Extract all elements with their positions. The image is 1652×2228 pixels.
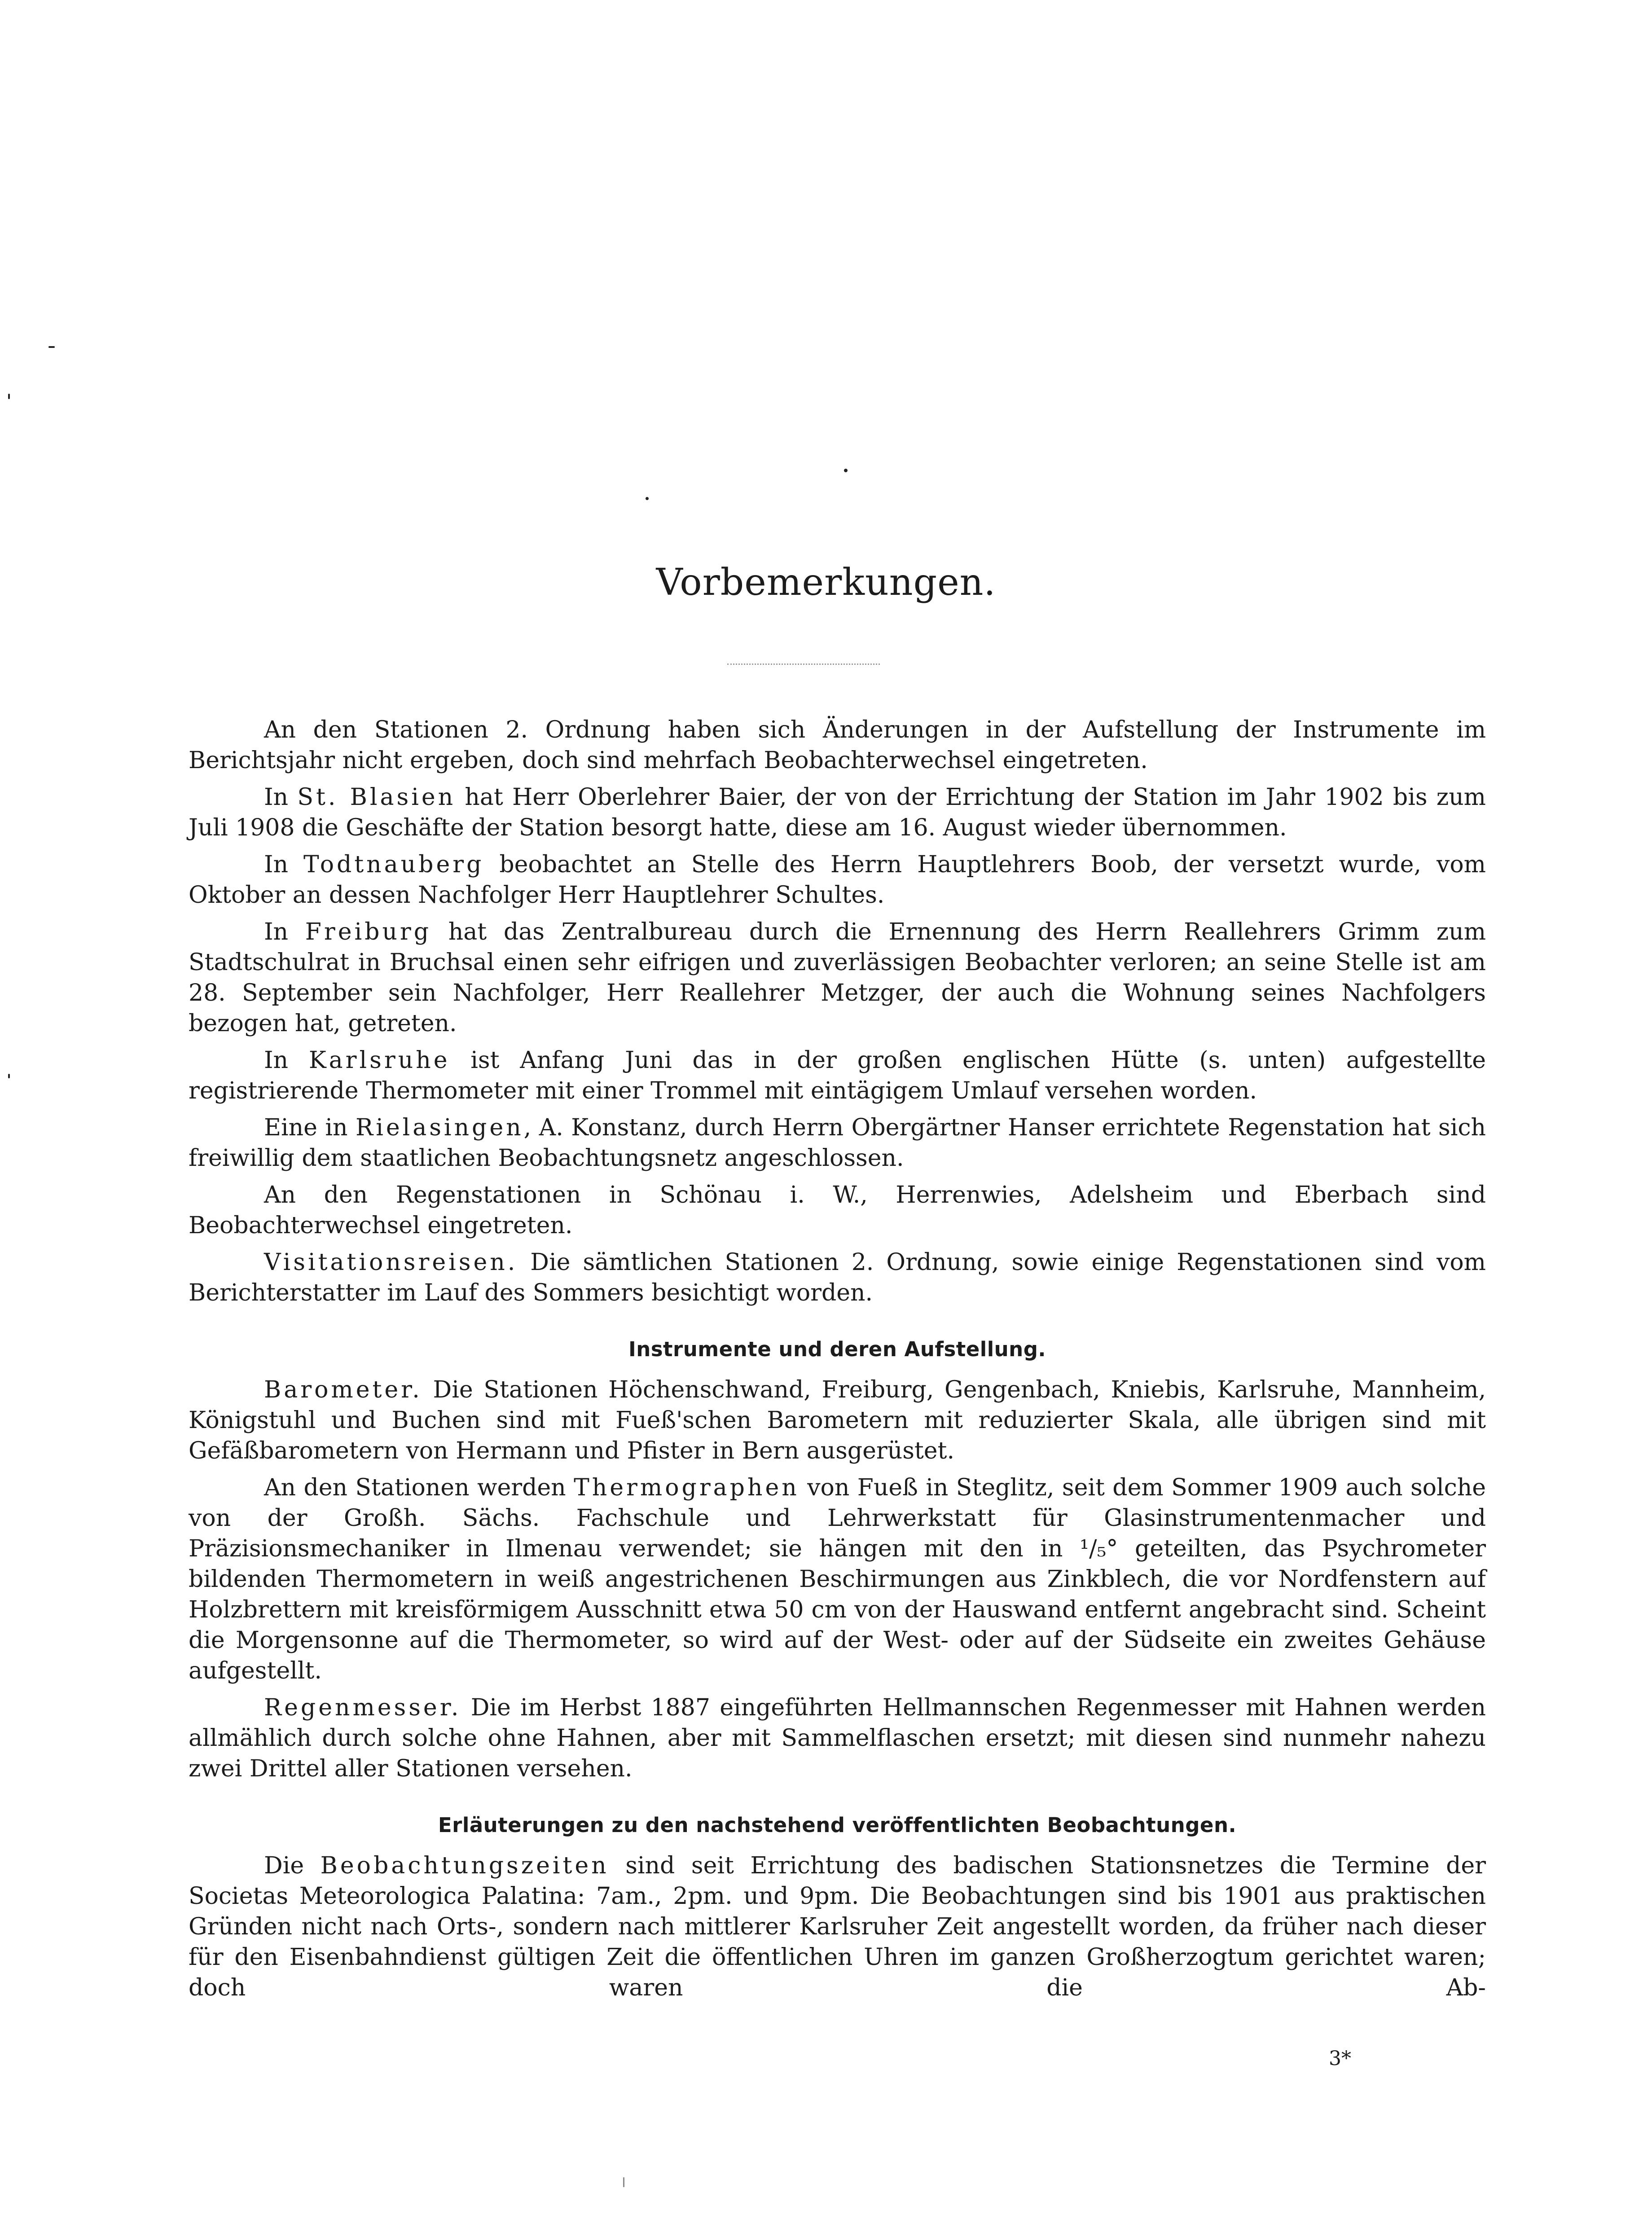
scan-speck	[8, 394, 10, 399]
paragraph: In Todtnauberg beobachtet an Stelle des Herrn Hauptlehrers Boob, der versetzt wurde, vom Oktober an dessen Nachfolger Herr Hauptlehrer Schultes.	[189, 851, 1486, 909]
scan-speck	[623, 2177, 624, 2187]
paragraph: An den Stationen 2. Ordnung haben sich Änderungen in der Aufstellung der Instrumente im Berichtsjahr nicht ergeben, doch sind mehrfach Beobachterwechsel eingetreten.	[189, 716, 1486, 774]
scan-speck	[844, 469, 848, 472]
scan-speck	[8, 1074, 10, 1078]
paragraph: Die Beobachtungszeiten sind seit Errichtung des badischen Stationsnetzes die Termine der Societas Meteorologica Palatina: 7am., 2pm. und 9pm. Die Beobachtungen sind bis 1901 aus praktischen Gründen nicht nach Orts-, sondern nach mittlerer Karlsruher Zeit angestellt worden, da früher nach dieser für den Eisenbahndienst gültigen Zeit die öffentlichen Uhren im ganzen Großherzogtum gerichtet waren; doch waren die Ab-	[189, 1852, 1486, 2001]
paragraph: Regenmesser. Die im Herbst 1887 eingeführten Hellmannschen Regenmesser mit Hahnen werden allmählich durch solche ohne Hahnen, aber mit Sammelflaschen ersetzt; mit diesen sind nunmehr nahezu zwei Drittel aller Stationen versehen.	[189, 1694, 1486, 1782]
page-number: 3*	[1329, 2047, 1351, 2070]
paragraph: Eine in Rielasingen, A. Konstanz, durch Herrn Obergärtner Hanser errichtete Regenstation hat sich freiwillig dem staatlichen Beobachtungsnetz angeschlossen.	[189, 1114, 1486, 1172]
paragraph: Visitationsreisen. Die sämtlichen Stationen 2. Ordnung, sowie einige Regenstationen sind vom Berichterstatter im Lauf des Sommers besichtigt worden.	[189, 1249, 1486, 1306]
paragraph: An den Stationen werden Thermographen von Fueß in Steglitz, seit dem Sommer 1909 auch solche von der Großh. Sächs. Fachschule und Lehrwerkstatt für Glasinstrumentenmacher und Präzisionsmechaniker in Ilmenau verwendet; sie hängen mit den in ¹/₅° geteilten, das Psychrometer bildenden Thermometern in weiß angestrichenen Beschirmungen aus Zinkblech, die vor Nordfenstern auf Holzbrettern mit kreisförmigem Ausschnitt etwa 50 cm von der Hauswand entfernt angebracht sind. Scheint die Morgensonne auf die Thermometer, so wird auf der West- oder auf der Südseite ein zweites Gehäuse aufgestellt.	[189, 1474, 1486, 1684]
paragraph: An den Regenstationen in Schönau i. W., Herrenwies, Adelsheim und Eberbach sind Beobachterwechsel eingetreten.	[189, 1182, 1486, 1239]
paragraph: In Karlsruhe ist Anfang Juni das in der großen englischen Hütte (s. unten) aufgestellte registrierende Thermometer mit einer Trommel mit eintägigem Umlauf versehen worden.	[189, 1047, 1486, 1104]
paragraph: In Freiburg hat das Zentralbureau durch die Ernennung des Herrn Reallehrers Grimm zum Stadtschulrat in Bruchsal einen sehr eifrigen und zuverlässigen Beobachter verloren; an seine Stelle ist am 28. September sein Nachfolger, Herr Reallehrer Metzger, der auch die Wohnung seines Nachfolgers bezogen hat, getreten.	[189, 918, 1486, 1037]
section-heading: Instrumente und deren Aufstellung.	[628, 1337, 1046, 1361]
page-title: Vorbemerkungen.	[656, 561, 996, 604]
scan-speck	[48, 346, 55, 348]
paragraph: In St. Blasien hat Herr Oberlehrer Baier, der von der Errichtung der Station im Jahr 1902 bis zum Juli 1908 die Geschäfte der Station besorgt hatte, diese am 16. August wieder übernommen.	[189, 784, 1486, 841]
body-text	[189, 715, 1486, 2009]
section-heading: Erläuterungen zu den nachstehend veröffentlichten Beobachtungen.	[438, 1813, 1237, 1837]
title-divider	[727, 664, 880, 665]
scan-speck	[646, 497, 649, 500]
paragraph: Barometer. Die Stationen Höchenschwand, Freiburg, Gengenbach, Kniebis, Karlsruhe, Mannheim, Königstuhl und Buchen sind mit Fueß'schen Barometern mit reduzierter Skala, alle übrigen sind mit Gefäßbarometern von Hermann und Pfister in Bern ausgerüstet.	[189, 1376, 1486, 1464]
